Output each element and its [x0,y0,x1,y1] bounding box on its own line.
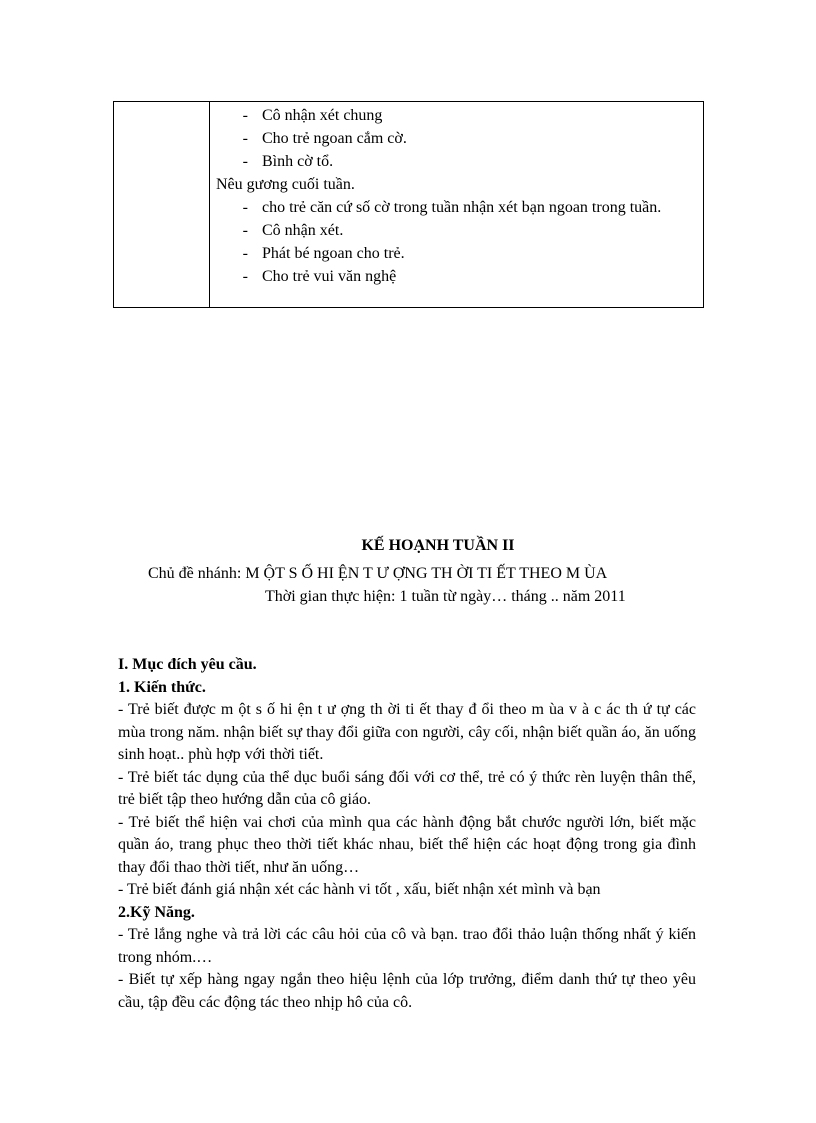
subsection-heading: 2.Kỹ Năng. [118,903,195,921]
table-right-cell [210,102,704,308]
list-item-text: Cô nhận xét chung [262,107,383,124]
bullet-dash: - [242,222,248,239]
activity-table [113,101,704,308]
list-item [216,242,699,265]
list-item [216,150,699,173]
bullet-dash: - [242,153,248,170]
plan-time: Thời gian thực hiện: 1 tuần từ ngày… tháng .. năm 2011 [265,588,626,605]
paragraph: - Trẻ biết thể hiện vai chơi của mình qua các hành động bắt chước người lớn, biết mặc quần áo, trang phục theo thời tiết khác nhau, biết thể hiện các hoạt động trong gia đình thay đổi thao thời tiết, như ăn uống… [118,813,696,876]
plan-title-text: KẾ HOẠNH TUẦN II [361,537,515,554]
list-item [216,219,699,242]
paragraph: - Trẻ biết đánh giá nhận xét các hành vi tốt , xấu, biết nhận xét mình và bạn [118,881,601,898]
section-heading: I. Mục đích yêu cầu. [118,656,257,673]
bullet-dash: - [242,199,248,216]
bullet-dash: - [242,268,248,285]
bullet-dash: - [242,245,248,262]
paragraph: - Trẻ lắng nghe và trả lời các câu hỏi của cô và bạn. trao đổi thảo luận thống nhất ý kiến trong nhóm.… [118,926,696,966]
list-item-text: Phát bé ngoan cho trẻ. [262,245,405,262]
list-item-text: Cho trẻ vui văn nghệ [262,268,397,285]
list-item [216,196,699,219]
table-row [114,102,704,308]
table-left-cell [114,102,210,308]
plan-theme: Chủ đề nhánh: M ỘT S Ố HI ỆN T Ư ỢNG TH ỜI TI ẾT THEO M ÙA [148,565,608,582]
subsection-heading: 1. Kiến thức. [118,678,206,696]
list-item [216,104,699,127]
list-subheading: Nêu gương cuối tuần. [216,176,355,193]
list-item [216,265,699,288]
paragraph: - Trẻ biết được m ột s ố hi ện t ư ợng th ời ti ết thay đ ổi theo m ùa v à c ác th ứ tự các mùa trong năm. nhận biết sự thay đổi giữa con người, cây cối, nhận biết quần áo, ăn uống sinh hoạt.. phù hợp với thời tiết. [118,701,696,763]
list-item-text: Cho trẻ ngoan cắm cờ. [262,130,407,147]
bullet-dash: - [242,130,248,147]
plan-body [118,654,696,1014]
paragraph: - Trẻ biết tác dụng của thể dục buổi sáng đối với cơ thể, trẻ có ý thức rèn luyện thân thể, trẻ biết tập theo hướng dẫn của cô giáo. [118,768,696,808]
list-item-text: Bình cờ tổ. [262,153,334,170]
plan-title [0,536,816,556]
list-item [216,127,699,150]
bullet-dash: - [242,107,248,124]
list-item-text: Cô nhận xét. [262,222,344,239]
paragraph: - Biết tự xếp hàng ngay ngắn theo hiệu lệnh của lớp trưởng, điểm danh thứ tự theo yêu cầu, tập đều các động tác theo nhịp hô của cô. [118,971,696,1011]
list-item-text: cho trẻ căn cứ số cờ trong tuần nhận xét bạn ngoan trong tuần. [262,199,662,216]
